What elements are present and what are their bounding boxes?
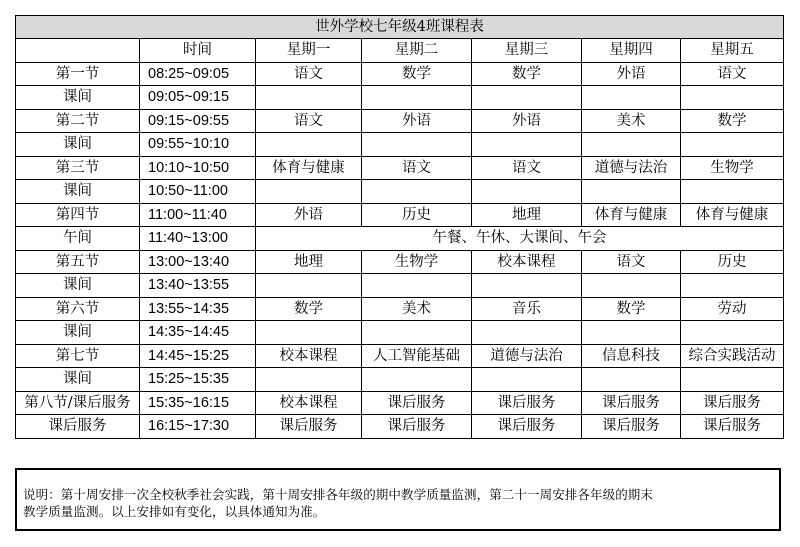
period-cell: 第六节 [16, 297, 140, 321]
table-row [16, 344, 784, 368]
header-blank-cell [16, 39, 140, 63]
subject-cell: 历史 [362, 203, 472, 227]
subject-cell [472, 133, 582, 157]
subject-cell: 美术 [362, 297, 472, 321]
subject-cell: 课后服务 [582, 415, 681, 439]
time-cell: 15:25~15:35 [140, 368, 256, 392]
subject-cell: 体育与健康 [582, 203, 681, 227]
subject-cell [472, 180, 582, 204]
table-row [16, 109, 784, 133]
table-row [16, 133, 784, 157]
time-cell: 14:35~14:45 [140, 321, 256, 345]
subject-cell: 校本课程 [256, 391, 362, 415]
subject-cell [582, 133, 681, 157]
time-cell: 14:45~15:25 [140, 344, 256, 368]
subject-cell [256, 86, 362, 110]
subject-cell [256, 274, 362, 298]
table-row [16, 203, 784, 227]
subject-cell [472, 274, 582, 298]
subject-cell: 地理 [472, 203, 582, 227]
subject-cell: 课后服务 [472, 415, 582, 439]
subject-cell: 体育与健康 [256, 156, 362, 180]
subject-cell: 校本课程 [256, 344, 362, 368]
subject-cell [472, 86, 582, 110]
table-row [16, 227, 784, 251]
merged-activity-cell: 午餐、午休、大课间、午会 [256, 227, 784, 251]
time-cell: 09:55~10:10 [140, 133, 256, 157]
period-cell: 第五节 [16, 250, 140, 274]
subject-cell: 课后服务 [472, 391, 582, 415]
table-row [16, 86, 784, 110]
subject-cell: 地理 [256, 250, 362, 274]
subject-cell: 历史 [681, 250, 784, 274]
notes-line-2: 教学质量监测。以上安排如有变化，以具体通知为准。 [23, 504, 326, 519]
table-row [16, 180, 784, 204]
table-row [16, 321, 784, 345]
period-cell: 课间 [16, 86, 140, 110]
notes-line-1: 说明：第十周安排一次全校秋季社会实践，第十周安排各年级的期中教学质量监测，第二十一周安排各年级的期末 [23, 487, 654, 502]
subject-cell [256, 321, 362, 345]
time-cell: 09:05~09:15 [140, 86, 256, 110]
table-row [16, 250, 784, 274]
subject-cell: 外语 [582, 62, 681, 86]
subject-cell: 综合实践活动 [681, 344, 784, 368]
subject-cell [681, 133, 784, 157]
subject-cell [582, 368, 681, 392]
subject-cell: 课后服务 [681, 415, 784, 439]
subject-cell: 信息科技 [582, 344, 681, 368]
subject-cell [472, 368, 582, 392]
subject-cell [362, 274, 472, 298]
period-cell: 课后服务 [16, 415, 140, 439]
subject-cell: 人工智能基础 [362, 344, 472, 368]
subject-cell: 课后服务 [362, 415, 472, 439]
header-time: 时间 [140, 39, 256, 63]
period-cell: 第二节 [16, 109, 140, 133]
header-day-mon: 星期一 [256, 39, 362, 63]
subject-cell: 课后服务 [582, 391, 681, 415]
subject-cell [362, 321, 472, 345]
table-row [16, 274, 784, 298]
subject-cell: 数学 [472, 62, 582, 86]
table-row [16, 368, 784, 392]
subject-cell: 音乐 [472, 297, 582, 321]
subject-cell [681, 180, 784, 204]
time-cell: 11:40~13:00 [140, 227, 256, 251]
subject-cell: 外语 [362, 109, 472, 133]
period-cell: 午间 [16, 227, 140, 251]
timetable-title: 世外学校七年级4班课程表 [16, 16, 784, 39]
table-row [16, 415, 784, 439]
time-cell: 13:40~13:55 [140, 274, 256, 298]
timetable-sheet [15, 15, 783, 439]
table-row [16, 156, 784, 180]
subject-cell [362, 368, 472, 392]
subject-cell [472, 321, 582, 345]
subject-cell [681, 274, 784, 298]
subject-cell [681, 368, 784, 392]
subject-cell: 生物学 [681, 156, 784, 180]
subject-cell: 体育与健康 [681, 203, 784, 227]
header-day-thu: 星期四 [582, 39, 681, 63]
subject-cell: 语文 [472, 156, 582, 180]
period-cell: 第三节 [16, 156, 140, 180]
time-cell: 16:15~17:30 [140, 415, 256, 439]
time-cell: 15:35~16:15 [140, 391, 256, 415]
time-cell: 09:15~09:55 [140, 109, 256, 133]
subject-cell: 数学 [256, 297, 362, 321]
period-cell: 课间 [16, 368, 140, 392]
subject-cell: 道德与法治 [582, 156, 681, 180]
time-cell: 10:50~11:00 [140, 180, 256, 204]
subject-cell: 语文 [256, 62, 362, 86]
subject-cell [681, 86, 784, 110]
subject-cell [582, 86, 681, 110]
subject-cell: 外语 [256, 203, 362, 227]
subject-cell [256, 180, 362, 204]
subject-cell [362, 86, 472, 110]
subject-cell: 课后服务 [362, 391, 472, 415]
subject-cell [362, 133, 472, 157]
subject-cell: 语文 [362, 156, 472, 180]
time-cell: 08:25~09:05 [140, 62, 256, 86]
header-day-fri: 星期五 [681, 39, 784, 63]
table-row [16, 391, 784, 415]
period-cell: 第八节/课后服务 [16, 391, 140, 415]
period-cell: 课间 [16, 133, 140, 157]
title-row [16, 16, 784, 39]
subject-cell: 数学 [362, 62, 472, 86]
time-cell: 11:00~11:40 [140, 203, 256, 227]
subject-cell: 校本课程 [472, 250, 582, 274]
subject-cell: 语文 [582, 250, 681, 274]
subject-cell: 课后服务 [256, 415, 362, 439]
subject-cell: 劳动 [681, 297, 784, 321]
subject-cell [582, 274, 681, 298]
table-row [16, 297, 784, 321]
subject-cell [256, 368, 362, 392]
subject-cell: 数学 [582, 297, 681, 321]
time-cell: 13:00~13:40 [140, 250, 256, 274]
timetable [15, 15, 784, 439]
subject-cell [582, 180, 681, 204]
subject-cell: 语文 [681, 62, 784, 86]
time-cell: 13:55~14:35 [140, 297, 256, 321]
subject-cell: 数学 [681, 109, 784, 133]
period-cell: 课间 [16, 321, 140, 345]
subject-cell [362, 180, 472, 204]
subject-cell [256, 133, 362, 157]
period-cell: 课间 [16, 180, 140, 204]
subject-cell: 语文 [256, 109, 362, 133]
subject-cell [681, 321, 784, 345]
subject-cell: 生物学 [362, 250, 472, 274]
subject-cell: 道德与法治 [472, 344, 582, 368]
subject-cell: 课后服务 [681, 391, 784, 415]
period-cell: 课间 [16, 274, 140, 298]
header-day-tue: 星期二 [362, 39, 472, 63]
header-row [16, 39, 784, 63]
header-day-wed: 星期三 [472, 39, 582, 63]
subject-cell [582, 321, 681, 345]
period-cell: 第四节 [16, 203, 140, 227]
period-cell: 第一节 [16, 62, 140, 86]
subject-cell: 美术 [582, 109, 681, 133]
period-cell: 第七节 [16, 344, 140, 368]
notes-box [15, 468, 781, 531]
time-cell: 10:10~10:50 [140, 156, 256, 180]
table-row [16, 62, 784, 86]
subject-cell: 外语 [472, 109, 582, 133]
